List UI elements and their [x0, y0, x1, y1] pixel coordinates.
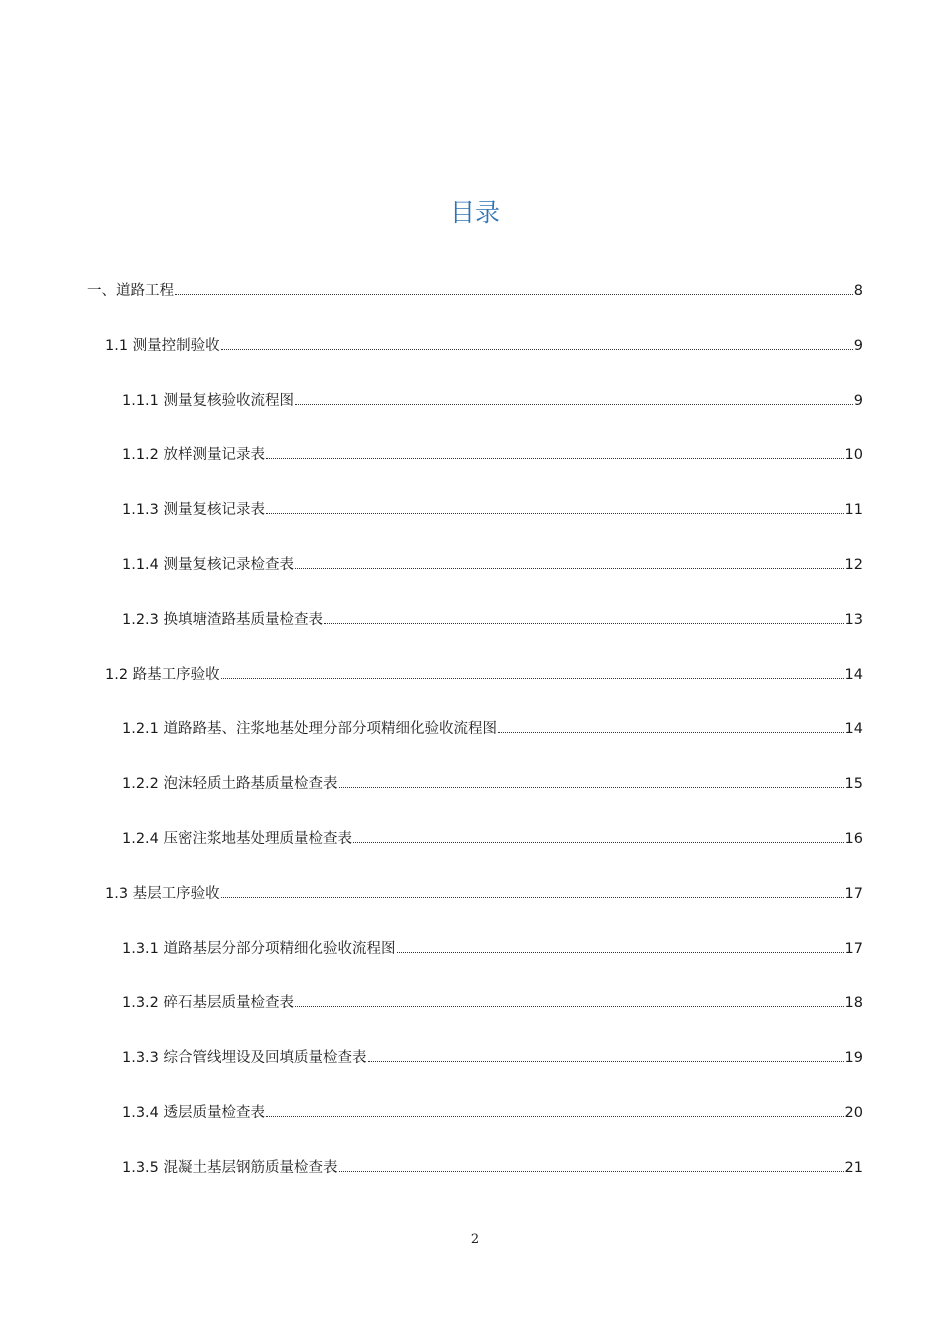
- toc-entry[interactable]: [105, 328, 863, 383]
- toc-entry[interactable]: [87, 273, 863, 328]
- toc-dot-leader: [339, 786, 844, 788]
- toc-entry-text: 1.1.3 测量复核记录表: [122, 502, 266, 519]
- toc-entry-text: 1.1.4 测量复核记录检查表: [122, 556, 295, 573]
- toc-dot-leader: [295, 1005, 844, 1007]
- toc-entry-text: 1.3.1 道路基层分部分项精细化验收流程图: [122, 940, 396, 957]
- toc-entry[interactable]: [122, 1150, 863, 1205]
- toc-dot-leader: [175, 293, 853, 295]
- toc-entry-text: 1.3.3 综合管线埋设及回填质量检查表: [122, 1050, 367, 1067]
- toc-entry-text: 1.1.1 测量复核验收流程图: [122, 392, 295, 409]
- toc-entry-page: 11: [844, 502, 863, 519]
- toc-entry[interactable]: [122, 602, 863, 657]
- toc-dot-leader: [368, 1060, 844, 1062]
- toc-entry[interactable]: [122, 492, 863, 547]
- toc-dot-leader: [397, 951, 844, 953]
- toc-entry-text: 1.2.3 换填塘渣路基质量检查表: [122, 611, 324, 628]
- toc-entry-page: 9: [853, 337, 863, 354]
- toc-entry-text: 1.3.5 混凝土基层钢筋质量检查表: [122, 1159, 338, 1176]
- toc-dot-leader: [266, 1115, 844, 1117]
- toc-dot-leader: [339, 1170, 844, 1172]
- toc-entry-page: 18: [844, 995, 863, 1012]
- toc-entry-text: 一、道路工程: [87, 283, 174, 299]
- toc-dot-leader: [324, 622, 844, 624]
- toc-entry-text: 1.2.1 道路路基、注浆地基处理分部分项精细化验收流程图: [122, 721, 498, 738]
- toc-dot-leader: [266, 457, 844, 459]
- toc-entry-text: 1.1 测量控制验收: [105, 337, 220, 354]
- toc-entry-text: 1.3 基层工序验收: [105, 885, 220, 902]
- toc-entry-text: 1.3.4 透层质量检查表: [122, 1104, 266, 1121]
- toc-list: [0, 273, 950, 1205]
- toc-dot-leader: [221, 348, 853, 350]
- toc-entry-text: 1.3.2 碎石基层质量检查表: [122, 995, 295, 1012]
- toc-entry-page: 20: [844, 1104, 863, 1121]
- toc-entry-page: 14: [844, 666, 863, 683]
- toc-entry-page: 14: [844, 721, 863, 738]
- toc-entry[interactable]: [122, 547, 863, 602]
- toc-entry[interactable]: [122, 766, 863, 821]
- toc-entry-page: 17: [844, 885, 863, 902]
- toc-entry-page: 10: [844, 447, 863, 464]
- toc-entry-text: 1.2 路基工序验收: [105, 666, 220, 683]
- toc-entry[interactable]: [122, 985, 863, 1040]
- toc-dot-leader: [266, 512, 844, 514]
- toc-entry[interactable]: [122, 711, 863, 766]
- toc-dot-leader: [353, 841, 844, 843]
- toc-entry[interactable]: [122, 821, 863, 876]
- toc-dot-leader: [295, 403, 853, 405]
- page-number: 2: [470, 1232, 480, 1247]
- toc-entry[interactable]: [105, 876, 863, 931]
- toc-dot-leader: [295, 567, 844, 569]
- toc-entry-page: 19: [844, 1050, 863, 1067]
- toc-entry-page: 16: [844, 830, 863, 847]
- toc-entry-text: 1.2.4 压密注浆地基处理质量检查表: [122, 830, 353, 847]
- toc-dot-leader: [221, 677, 844, 679]
- toc-entry-page: 17: [844, 940, 863, 957]
- toc-entry[interactable]: [122, 1095, 863, 1150]
- toc-dot-leader: [498, 731, 844, 733]
- toc-entry-page: 21: [844, 1159, 863, 1176]
- toc-entry-page: 15: [844, 776, 863, 793]
- toc-dot-leader: [221, 896, 844, 898]
- toc-entry[interactable]: [122, 1040, 863, 1095]
- toc-entry-page: 9: [853, 392, 863, 409]
- toc-entry[interactable]: [122, 383, 863, 438]
- toc-entry[interactable]: [105, 657, 863, 712]
- toc-entry-text: 1.2.2 泡沫轻质土路基质量检查表: [122, 776, 338, 793]
- toc-entry-page: 8: [853, 283, 863, 299]
- toc-title: 目录: [449, 198, 500, 227]
- toc-entry-text: 1.1.2 放样测量记录表: [122, 447, 266, 464]
- toc-entry[interactable]: [122, 931, 863, 986]
- toc-entry[interactable]: [122, 437, 863, 492]
- toc-entry-page: 12: [844, 556, 863, 573]
- toc-entry-page: 13: [844, 611, 863, 628]
